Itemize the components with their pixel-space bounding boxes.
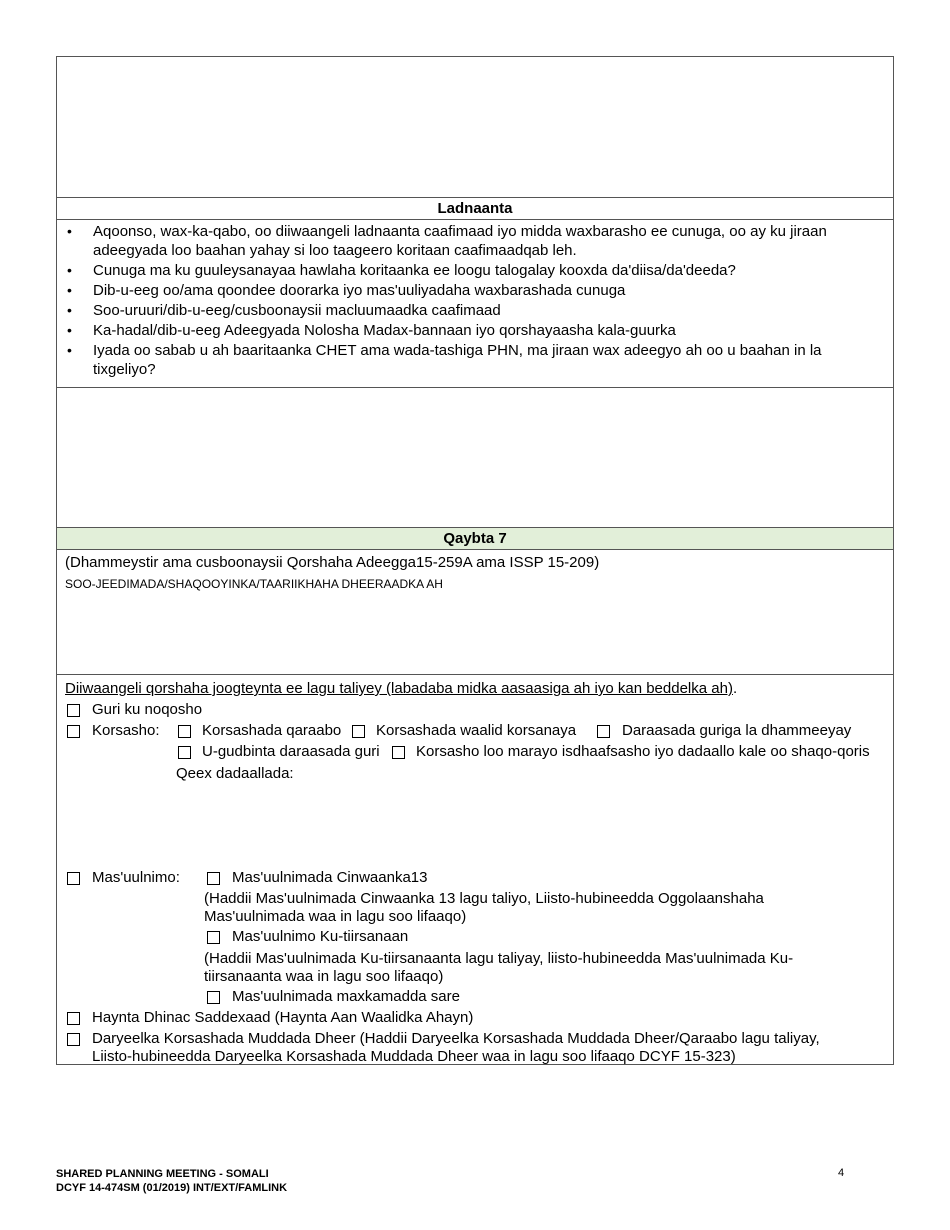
masuul-note: tiirsanaanta waa in lagu soo lifaaqo) bbox=[204, 968, 444, 985]
list-item: • Dib-u-eeg oo/ama qoondee doorarka iyo mas'uuliyadaha waxbarashada cunuga bbox=[93, 281, 881, 300]
masuul-option: Mas'uulnimada maxkamadda sare bbox=[232, 988, 460, 1005]
korsasho-qaraabo-checkbox[interactable] bbox=[178, 725, 191, 738]
footer bbox=[56, 1167, 287, 1195]
masuul-option: Mas'uulnimo Ku-tiirsanaan bbox=[232, 928, 409, 945]
korsasho-waalid-checkbox[interactable] bbox=[352, 725, 365, 738]
plan-intro: Diiwaangeli qorshaha joogteynta ee lagu taliyey (labadaba midka aasaasiga ah iyo kan beddelka ah). bbox=[65, 680, 738, 697]
section-7-subheading: SOO-JEEDIMADA/SHAQOOYINKA/TAARIIKHAHA DHEERAADKA AH bbox=[65, 577, 443, 591]
masuul-checkbox[interactable] bbox=[67, 872, 80, 885]
u-gudbinta-checkbox[interactable] bbox=[178, 746, 191, 759]
form-title: SHARED PLANNING MEETING - SOMALI bbox=[56, 1168, 269, 1180]
daraasada-dhammeeyay-checkbox[interactable] bbox=[597, 725, 610, 738]
page-number: 4 bbox=[838, 1167, 845, 1179]
list-item: • Iyada oo sabab u ah baaritaanka CHET ama wada-tashiga PHN, ma jiraan wax adeegyo ah oo u baahan in la tixgeliyo? bbox=[93, 341, 881, 379]
list-item: • Aqoonso, wax-ka-qabo, oo diiwaangeli ladnaanta caafimaad iyo midda waxbarasho ee cunuga, oo ay ku jiraan adeegyada loo baahan yahay si loo taageero koritaan caafimaadqab leh. bbox=[93, 222, 881, 260]
masuul-note: Mas'uulnimada waa in lagu soo lifaaqo) bbox=[204, 908, 467, 925]
daryeel-label: Daryeelka Korsashada Muddada Dheer (Haddii Daryeelka Korsashada Muddada Dheer/Qaraabo lagu taliyay, bbox=[92, 1030, 820, 1047]
masuul-maxkamad-checkbox[interactable] bbox=[207, 991, 220, 1004]
section-7-header: Qaybta 7 bbox=[57, 528, 893, 549]
divider bbox=[57, 387, 893, 388]
daryeel-checkbox[interactable] bbox=[67, 1033, 80, 1046]
masuul-option: Mas'uulnimada Cinwaanka13 bbox=[232, 869, 428, 886]
masuul-label: Mas'uulnimo: bbox=[92, 869, 180, 886]
masuul-cinwaan13-checkbox[interactable] bbox=[207, 872, 220, 885]
form-number: DCYF 14-474SM (01/2019) INT/EXT/FAMLINK bbox=[56, 1182, 288, 1194]
korsasho-checkbox[interactable] bbox=[67, 725, 80, 738]
korsasho-option: U-gudbinta daraasada guri bbox=[202, 743, 380, 760]
korsasho-option: Korsashada waalid korsanaya bbox=[376, 722, 577, 739]
masuul-note: (Haddii Mas'uulnimada Ku-tiirsanaanta lagu taliyay, liisto-hubineedda Mas'uulnimada Ku- bbox=[204, 950, 794, 967]
korsasho-option: Korsasho loo marayo isdhaafsasho iyo dadaallo kale oo shaqo-qoris bbox=[416, 743, 870, 760]
list-item: • Ka-hadal/dib-u-eeg Adeegyada Nolosha Madax-bannaan iyo qorshayaasha kala-guurka bbox=[93, 321, 881, 340]
guri-label: Guri ku noqosho bbox=[92, 701, 203, 718]
divider bbox=[57, 674, 893, 675]
korsasho-label: Korsasho: bbox=[92, 722, 160, 739]
isdhaafsasho-checkbox[interactable] bbox=[392, 746, 405, 759]
daryeel-label-cont: Liisto-hubineedda Daryeelka Korsashada Muddada Dheer waa in lagu soo lifaaqo DCYF 15-323) bbox=[92, 1048, 736, 1065]
divider bbox=[57, 549, 893, 550]
ladnaanta-bullet-list bbox=[65, 222, 881, 380]
korsasho-option: Korsashada qaraabo bbox=[202, 722, 342, 739]
korsasho-option: Daraasada guriga la dhammeeyay bbox=[622, 722, 852, 739]
divider bbox=[57, 219, 893, 220]
guri-checkbox[interactable] bbox=[67, 704, 80, 717]
masuul-kutiirsanaan-checkbox[interactable] bbox=[207, 931, 220, 944]
qeex-label: Qeex dadaallada: bbox=[176, 765, 294, 782]
list-item: • Cunuga ma ku guuleysanayaa hawlaha koritaanka ee loogu talogalay kooxda da'diisa/da'deeda? bbox=[93, 261, 881, 280]
haynta-label: Haynta Dhinac Saddexaad (Haynta Aan Waalidka Ahayn) bbox=[92, 1009, 474, 1026]
form-frame bbox=[56, 56, 894, 1065]
masuul-note: (Haddii Mas'uulnimada Cinwaanka 13 lagu taliyo, Liisto-hubineedda Oggolaanshaha bbox=[204, 890, 764, 907]
haynta-checkbox[interactable] bbox=[67, 1012, 80, 1025]
list-item: • Soo-uruuri/dib-u-eeg/cusboonaysii macluumaadka caafimaad bbox=[93, 301, 881, 320]
ladnaanta-header: Ladnaanta bbox=[437, 200, 513, 217]
section-7-instruction: (Dhammeystir ama cusboonaysii Qorshaha Adeegga15-259A ama ISSP 15-209) bbox=[65, 554, 600, 571]
